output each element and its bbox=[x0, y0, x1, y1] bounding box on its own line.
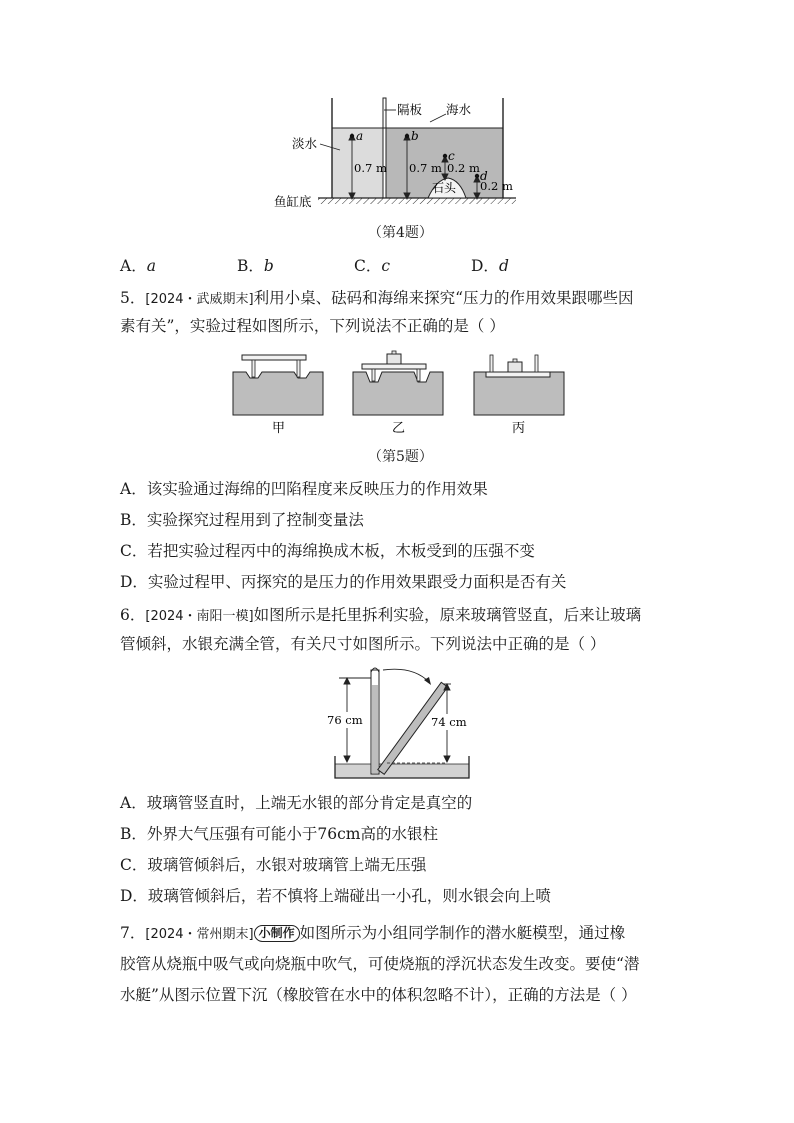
q5-source: [2024・武威期末] bbox=[145, 292, 254, 307]
partition bbox=[383, 98, 386, 198]
q4-option-a: A．a bbox=[120, 257, 156, 275]
q6-stem-line1 bbox=[120, 603, 641, 625]
q7-number: 7． bbox=[120, 924, 146, 942]
depth-b: 0.7 m bbox=[409, 161, 442, 175]
label-seawater: 海水 bbox=[446, 102, 472, 117]
q5-stem-line1 bbox=[120, 286, 634, 308]
q7-badge: 小制作 bbox=[254, 925, 300, 942]
label-d: d bbox=[480, 169, 488, 183]
label-bottom: 鱼缸底 bbox=[274, 194, 312, 209]
q5-number: 5． bbox=[120, 289, 146, 307]
q5-caption: （第5题） bbox=[368, 449, 433, 465]
q5-stem-1: 利用小桌、砝码和海绵来探究“压力的作用效果跟哪些因 bbox=[253, 289, 634, 307]
panel-jia bbox=[233, 355, 323, 436]
q6-option-a: A．玻璃管竖直时，上端无水银的部分肯定是真空的 bbox=[120, 794, 473, 812]
q6-option-c: C．玻璃管倾斜后，水银对玻璃管上端无压强 bbox=[120, 856, 427, 874]
q4-options bbox=[0, 254, 794, 276]
q4-tank-figure bbox=[270, 92, 530, 214]
label-a: a bbox=[356, 129, 364, 143]
panel-bing bbox=[474, 355, 564, 436]
label-yi: 乙 bbox=[392, 421, 406, 436]
height-c: 0.2 m bbox=[447, 161, 480, 175]
q7-source: [2024・常州期末] bbox=[145, 927, 254, 942]
label-76cm: 76 cm bbox=[327, 713, 363, 727]
q6-number: 6． bbox=[120, 606, 146, 624]
panel-yi bbox=[353, 351, 443, 436]
q5-option-b: B．实验探究过程用到了控制变量法 bbox=[120, 511, 364, 529]
height-d: 0.2 m bbox=[480, 179, 513, 193]
q6-stem-1: 如图所示是托里拆利实验，原来玻璃管竖直，后来让玻璃 bbox=[253, 606, 642, 624]
q5-stem-line2: 素有关”，实验过程如图所示，下列说法不正确的是（ ） bbox=[120, 317, 505, 335]
q7-stem-line2: 胶管从烧瓶中吸气或向烧瓶中吹气，可使烧瓶的浮沉状态发生改变。要使“潜 bbox=[120, 955, 640, 973]
label-74cm: 74 cm bbox=[431, 715, 467, 729]
q6-torricelli-figure bbox=[325, 660, 480, 782]
q4-option-c: C．c bbox=[354, 257, 391, 275]
q4-option-b: B．b bbox=[237, 257, 274, 275]
q7-stem-line1 bbox=[120, 921, 625, 943]
label-freshwater: 淡水 bbox=[292, 136, 318, 151]
q5-option-c: C．若把实验过程丙中的海绵换成木板，木板受到的压强不变 bbox=[120, 542, 535, 560]
label-c: c bbox=[448, 149, 455, 163]
q5-experiment-figure bbox=[228, 350, 568, 440]
q4-option-d: D．d bbox=[471, 257, 509, 275]
point-a bbox=[350, 134, 354, 138]
label-b: b bbox=[411, 129, 419, 143]
q6-option-d: D．玻璃管倾斜后，若不慎将上端碰出一小孔，则水银会向上喷 bbox=[120, 887, 551, 905]
point-b bbox=[405, 134, 409, 138]
label-bing: 丙 bbox=[512, 421, 526, 436]
q7-stem-1: 如图所示为小组同学制作的潜水艇模型，通过橡 bbox=[299, 924, 626, 942]
q6-source: [2024・南阳一模] bbox=[145, 609, 254, 624]
q5-option-d: D．实验过程甲、丙探究的是压力的作用效果跟受力面积是否有关 bbox=[120, 573, 567, 591]
q7-stem-line3: 水艇”从图示位置下沉（橡胶管在水中的体积忽略不计），正确的方法是（ ） bbox=[120, 986, 637, 1004]
q6-option-b: B．外界大气压强有可能小于76cm高的水银柱 bbox=[120, 825, 438, 843]
point-c bbox=[443, 154, 447, 158]
label-partition: 隔板 bbox=[397, 102, 423, 117]
q6-stem-line2: 管倾斜，水银充满全管，有关尺寸如图所示。下列说法中正确的是（ ） bbox=[120, 635, 606, 653]
label-jia: 甲 bbox=[272, 421, 286, 436]
q4-caption: （第4题） bbox=[368, 225, 433, 241]
depth-a: 0.7 m bbox=[354, 161, 387, 175]
q5-option-a: A．该实验通过海绵的凹陷程度来反映压力的作用效果 bbox=[120, 480, 488, 498]
label-stone: 石头 bbox=[432, 181, 457, 195]
